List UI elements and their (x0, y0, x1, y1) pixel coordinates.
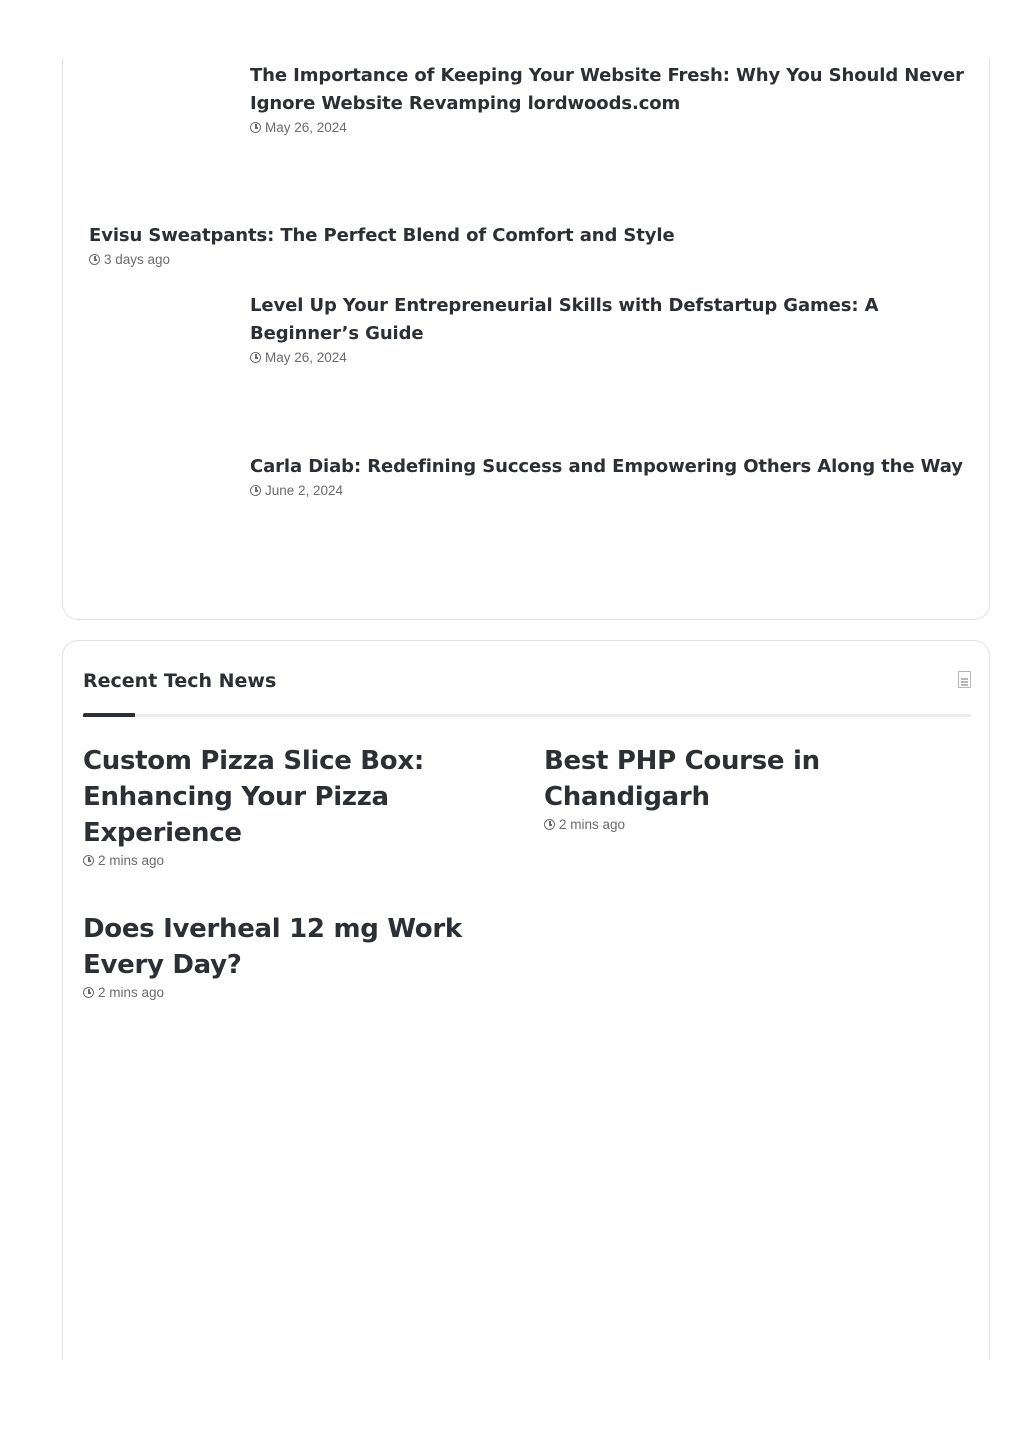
list-item (544, 743, 974, 832)
clock-icon (83, 987, 94, 998)
list-item (250, 62, 970, 135)
post-date-text: 2 mins ago (98, 985, 165, 1000)
post-title-link[interactable]: The Importance of Keeping Your Website Fresh: Why You Should Never Ignore Website Revamping lordwoods.com (250, 65, 964, 114)
post-date-text: 2 mins ago (98, 853, 165, 868)
post-date-text: 3 days ago (104, 252, 171, 267)
clock-icon (250, 485, 261, 496)
post-date (250, 120, 970, 135)
post-date-text: May 26, 2024 (265, 120, 347, 135)
post-title-link[interactable]: Best PHP Course in Chandigarh (544, 746, 820, 812)
clock-icon (250, 122, 261, 133)
section-divider (83, 714, 971, 717)
post-title-link[interactable]: Does Iverheal 12 mg Work Every Day? (83, 914, 462, 980)
section-title: Recent Tech News (83, 670, 277, 692)
clock-icon (89, 254, 100, 265)
list-item (250, 292, 950, 365)
section-divider-accent (83, 713, 135, 717)
post-date (544, 817, 974, 832)
post-date (250, 483, 970, 498)
post-title-link[interactable]: Carla Diab: Redefining Success and Empowering Others Along the Way (250, 456, 963, 477)
list-item (89, 222, 969, 267)
clock-icon (83, 855, 94, 866)
list-item (83, 743, 513, 868)
list-item (250, 453, 970, 498)
post-date (83, 853, 513, 868)
post-date (89, 252, 969, 267)
post-date-text: 2 mins ago (559, 817, 626, 832)
document-icon (958, 671, 971, 688)
related-posts-card (62, 58, 990, 620)
clock-icon (250, 352, 261, 363)
post-date (83, 985, 513, 1000)
post-title-link[interactable]: Custom Pizza Slice Box: Enhancing Your Pizza Experience (83, 746, 424, 848)
post-date (250, 350, 950, 365)
post-title-link[interactable]: Evisu Sweatpants: The Perfect Blend of Comfort and Style (89, 225, 675, 246)
recent-tech-news-widget (62, 640, 990, 1360)
clock-icon (544, 819, 555, 830)
post-title-link[interactable]: Level Up Your Entrepreneurial Skills with Defstartup Games: A Beginner’s Guide (250, 295, 879, 344)
list-item (83, 911, 513, 1000)
section-header (83, 669, 971, 693)
post-date-text: May 26, 2024 (265, 350, 347, 365)
post-date-text: June 2, 2024 (265, 483, 344, 498)
